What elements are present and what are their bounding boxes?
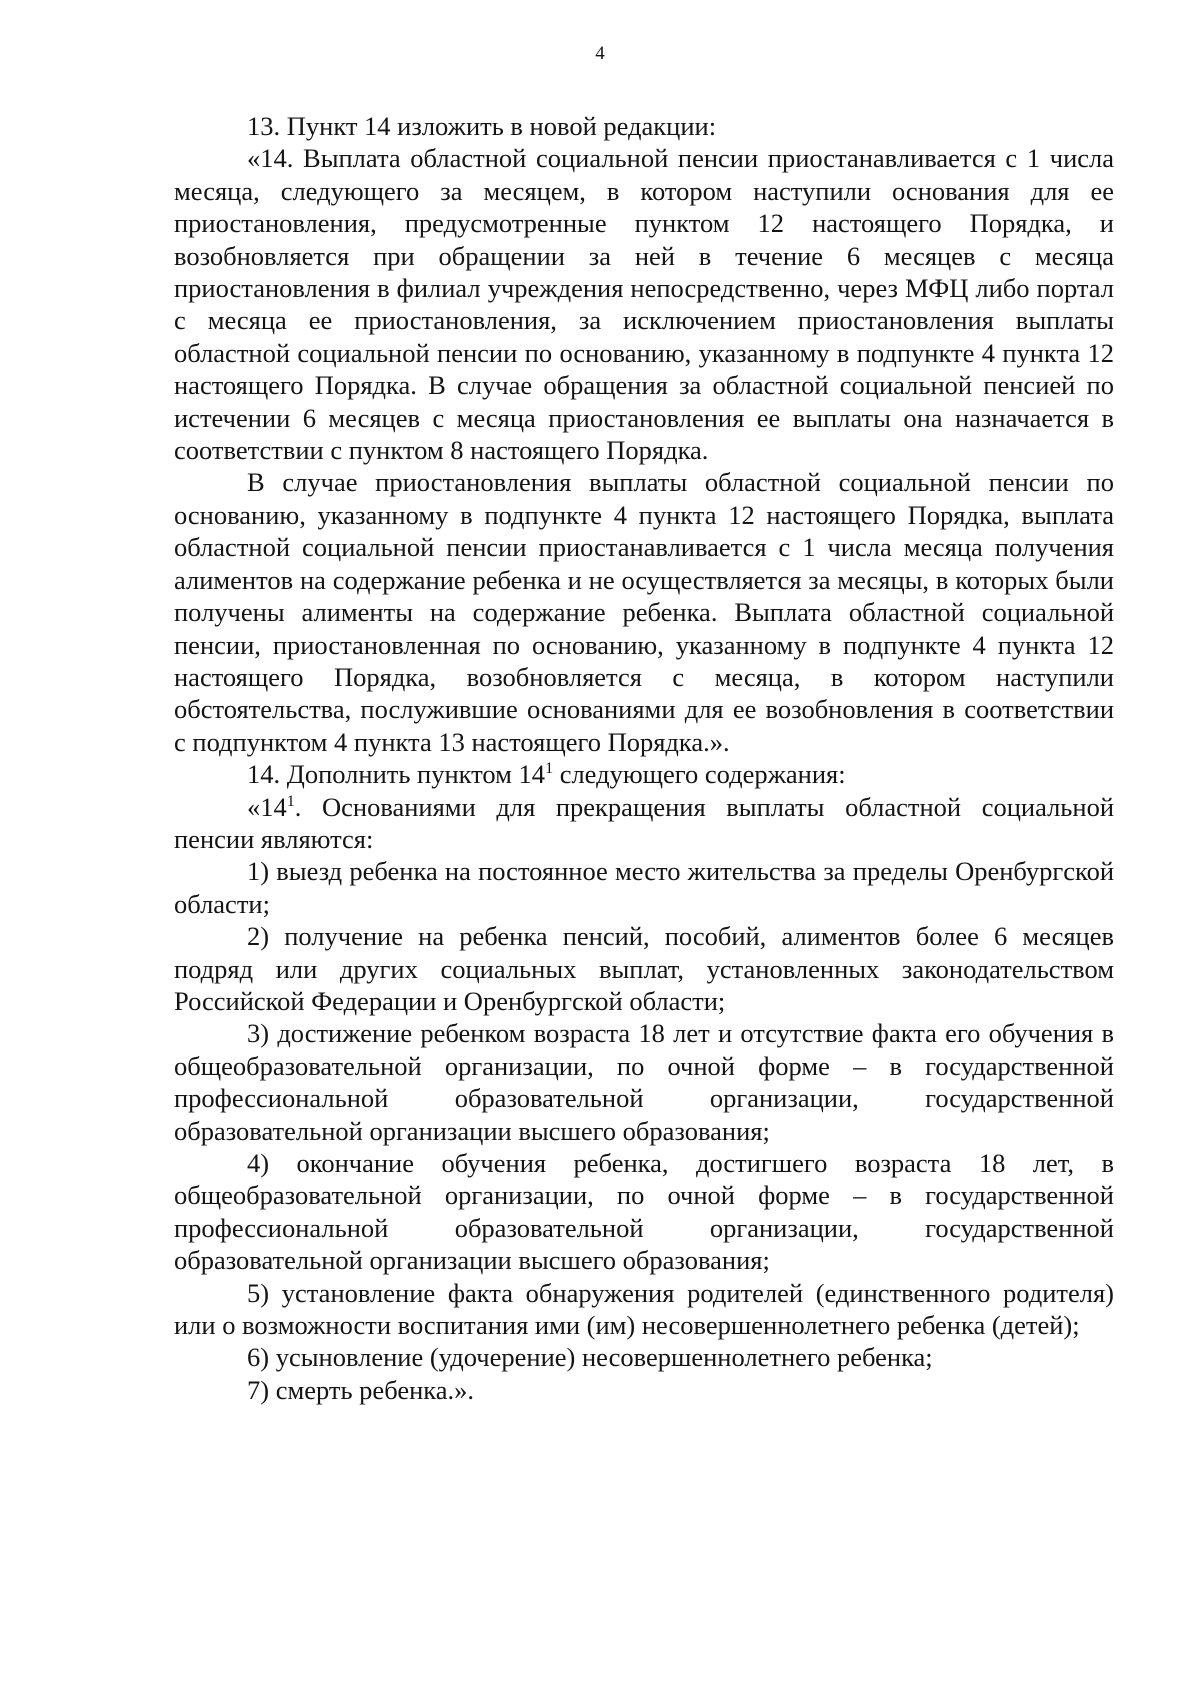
page-number: 4 — [595, 43, 605, 64]
list-item-1: 1) выезд ребенка на постоянное место жительства за пределы Оренбургской области; — [174, 856, 1114, 919]
list-item-2: 2) получение на ребенка пенсий, пособий, алиментов более 6 месяцев подряд или других социальных выплат, установленных законодательством Российской Федерации и Оренбургской области; — [174, 921, 1114, 1016]
list-item-6: 6) усыновление (удочерение) несовершеннолетнего ребенка; — [247, 1342, 933, 1373]
intro-text-before: «14 — [247, 791, 287, 822]
superscript-mark: 1 — [286, 792, 295, 810]
intro-text-after: . Основаниями для прекращения выплаты областной социальной пенсии являются: — [174, 791, 1114, 854]
paragraph-item-14-second: В случае приостановления выплаты областной социальной пенсии по основанию, указанному в подпункте 4 пункта 12 настоящего Порядка, выплата областной социальной пенсии приостанавливается с 1 числа месяца получения алиментов на содержание ребенка и не осуществляется за месяцы, в которых были получены алименты на содержание ребенка. Выплата областной социальной пенсии, приостановленная по основанию, указанному в подпункте 4 пункта 12 настоящего Порядка, возобновляется с месяца, в котором наступили обстоятельства, послужившие основаниями для ее возобновления в соответствии с подпунктом 4 пункта 13 настоящего Порядка.». — [174, 467, 1114, 757]
paragraph-item-14-quote: «14. Выплата областной социальной пенсии приостанавливается с 1 числа месяца, следующего за месяцем, в котором наступили основания для ее приостановления, предусмотренные пунктом 12 настоящего Порядка, и возобновляется при обращении за ней в течение 6 месяцев с месяца приостановления в филиал учреждения непосредственно, через МФЦ либо портал с месяца ее приостановления, за исключением приостановления выплаты областной социальной пенсии по основанию, указанному в подпункте 4 пункта 12 настоящего Порядка. В случае обращения за областной социальной пенсией по истечении 6 месяцев с месяца приостановления ее выплаты она назначается в соответствии с пунктом 8 настоящего Порядка. — [174, 143, 1114, 466]
list-item-5: 5) установление факта обнаружения родителей (единственного родителя) или о возможности воспитания ими (им) несовершеннолетнего ребенка (детей); — [174, 1277, 1114, 1341]
list-item-4: 4) окончание обучения ребенка, достигшего возраста 18 лет, в общеобразовательной организации, по очной форме – в государственной профессиональной образовательной организации, государственной образовательной организации высшего образования; — [174, 1148, 1114, 1276]
paragraph-item-13: 13. Пункт 14 изложить в новой редакции: — [247, 111, 717, 141]
paragraph-item-14-supplement — [174, 758, 1114, 790]
document-body — [174, 110, 1114, 1406]
paragraph-item-14-1-intro — [174, 791, 1114, 856]
superscript-mark: 1 — [545, 760, 554, 778]
supplement-text-after: следующего содержания: — [553, 759, 846, 790]
list-item-7: 7) смерть ребенка.». — [247, 1374, 475, 1405]
supplement-text-before: 14. Дополнить пунктом 14 — [247, 759, 546, 790]
list-item-3: 3) достижение ребенком возраста 18 лет и отсутствие факта его обучения в общеобразовательной организации, по очной форме – в государственной профессиональной образовательной организации, государственной образовательной организации высшего образования; — [174, 1018, 1114, 1146]
